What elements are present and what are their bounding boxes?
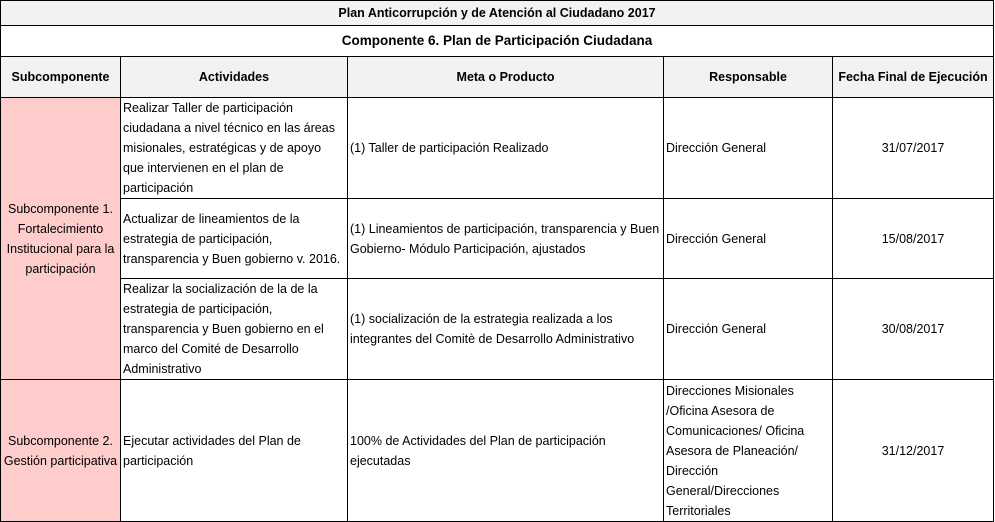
goal-cell[interactable]: 100% de Actividades del Plan de participación ejecutadas — [348, 380, 664, 522]
header-fecha-final[interactable]: Fecha Final de Ejecución — [833, 57, 994, 98]
date-cell[interactable]: 31/07/2017 — [833, 98, 994, 199]
activity-cell[interactable]: Realizar la socialización de la de la estrategia de participación, transparencia y Buen gobierno en el marco del Comité de Desarrollo Administrativo — [121, 279, 348, 380]
goal-cell[interactable]: (1) Taller de participación Realizado — [348, 98, 664, 199]
responsible-cell[interactable]: Dirección General — [664, 98, 833, 199]
header-subcomponente[interactable]: Subcomponente — [1, 57, 121, 98]
header-row — [1, 57, 994, 98]
activity-cell[interactable]: Actualizar de lineamientos de la estrategia de participación, transparencia y Buen gobierno v. 2016. — [121, 199, 348, 279]
subcomponent-1-cell[interactable]: Subcomponente 1. Fortalecimiento Institucional para la participación — [1, 98, 121, 380]
subcomponent-2-cell[interactable]: Subcomponente 2. Gestión participativa — [1, 380, 121, 522]
document-title[interactable]: Plan Anticorrupción y de Atención al Ciudadano 2017 — [1, 1, 994, 26]
table-row — [1, 380, 994, 522]
table-row — [1, 98, 994, 199]
responsible-cell[interactable]: Dirección General — [664, 279, 833, 380]
header-actividades[interactable]: Actividades — [121, 57, 348, 98]
date-cell[interactable]: 31/12/2017 — [833, 380, 994, 522]
date-cell[interactable]: 15/08/2017 — [833, 199, 994, 279]
table-row — [1, 279, 994, 380]
goal-cell[interactable]: (1) socialización de la estrategia realizada a los integrantes del Comitè de Desarrollo Administrativo — [348, 279, 664, 380]
table-row — [1, 199, 994, 279]
title-row — [1, 1, 994, 26]
component-title[interactable]: Componente 6. Plan de Participación Ciudadana — [1, 26, 994, 57]
responsible-cell[interactable]: Direcciones Misionales /Oficina Asesora de Comunicaciones/ Oficina Asesora de Planeación/ Dirección General/Direcciones Territoriales — [664, 380, 833, 522]
goal-cell[interactable]: (1) Lineamientos de participación, transparencia y Buen Gobierno- Módulo Participación, ajustados — [348, 199, 664, 279]
activity-cell[interactable]: Realizar Taller de participación ciudadana a nivel técnico en las áreas misionales, estratégicas y de apoyo que intervienen en el plan de participación — [121, 98, 348, 199]
responsible-cell[interactable]: Dirección General — [664, 199, 833, 279]
activity-cell[interactable]: Ejecutar actividades del Plan de participación — [121, 380, 348, 522]
component-row — [1, 26, 994, 57]
date-cell[interactable]: 30/08/2017 — [833, 279, 994, 380]
header-responsable[interactable]: Responsable — [664, 57, 833, 98]
header-meta-producto[interactable]: Meta o Producto — [348, 57, 664, 98]
